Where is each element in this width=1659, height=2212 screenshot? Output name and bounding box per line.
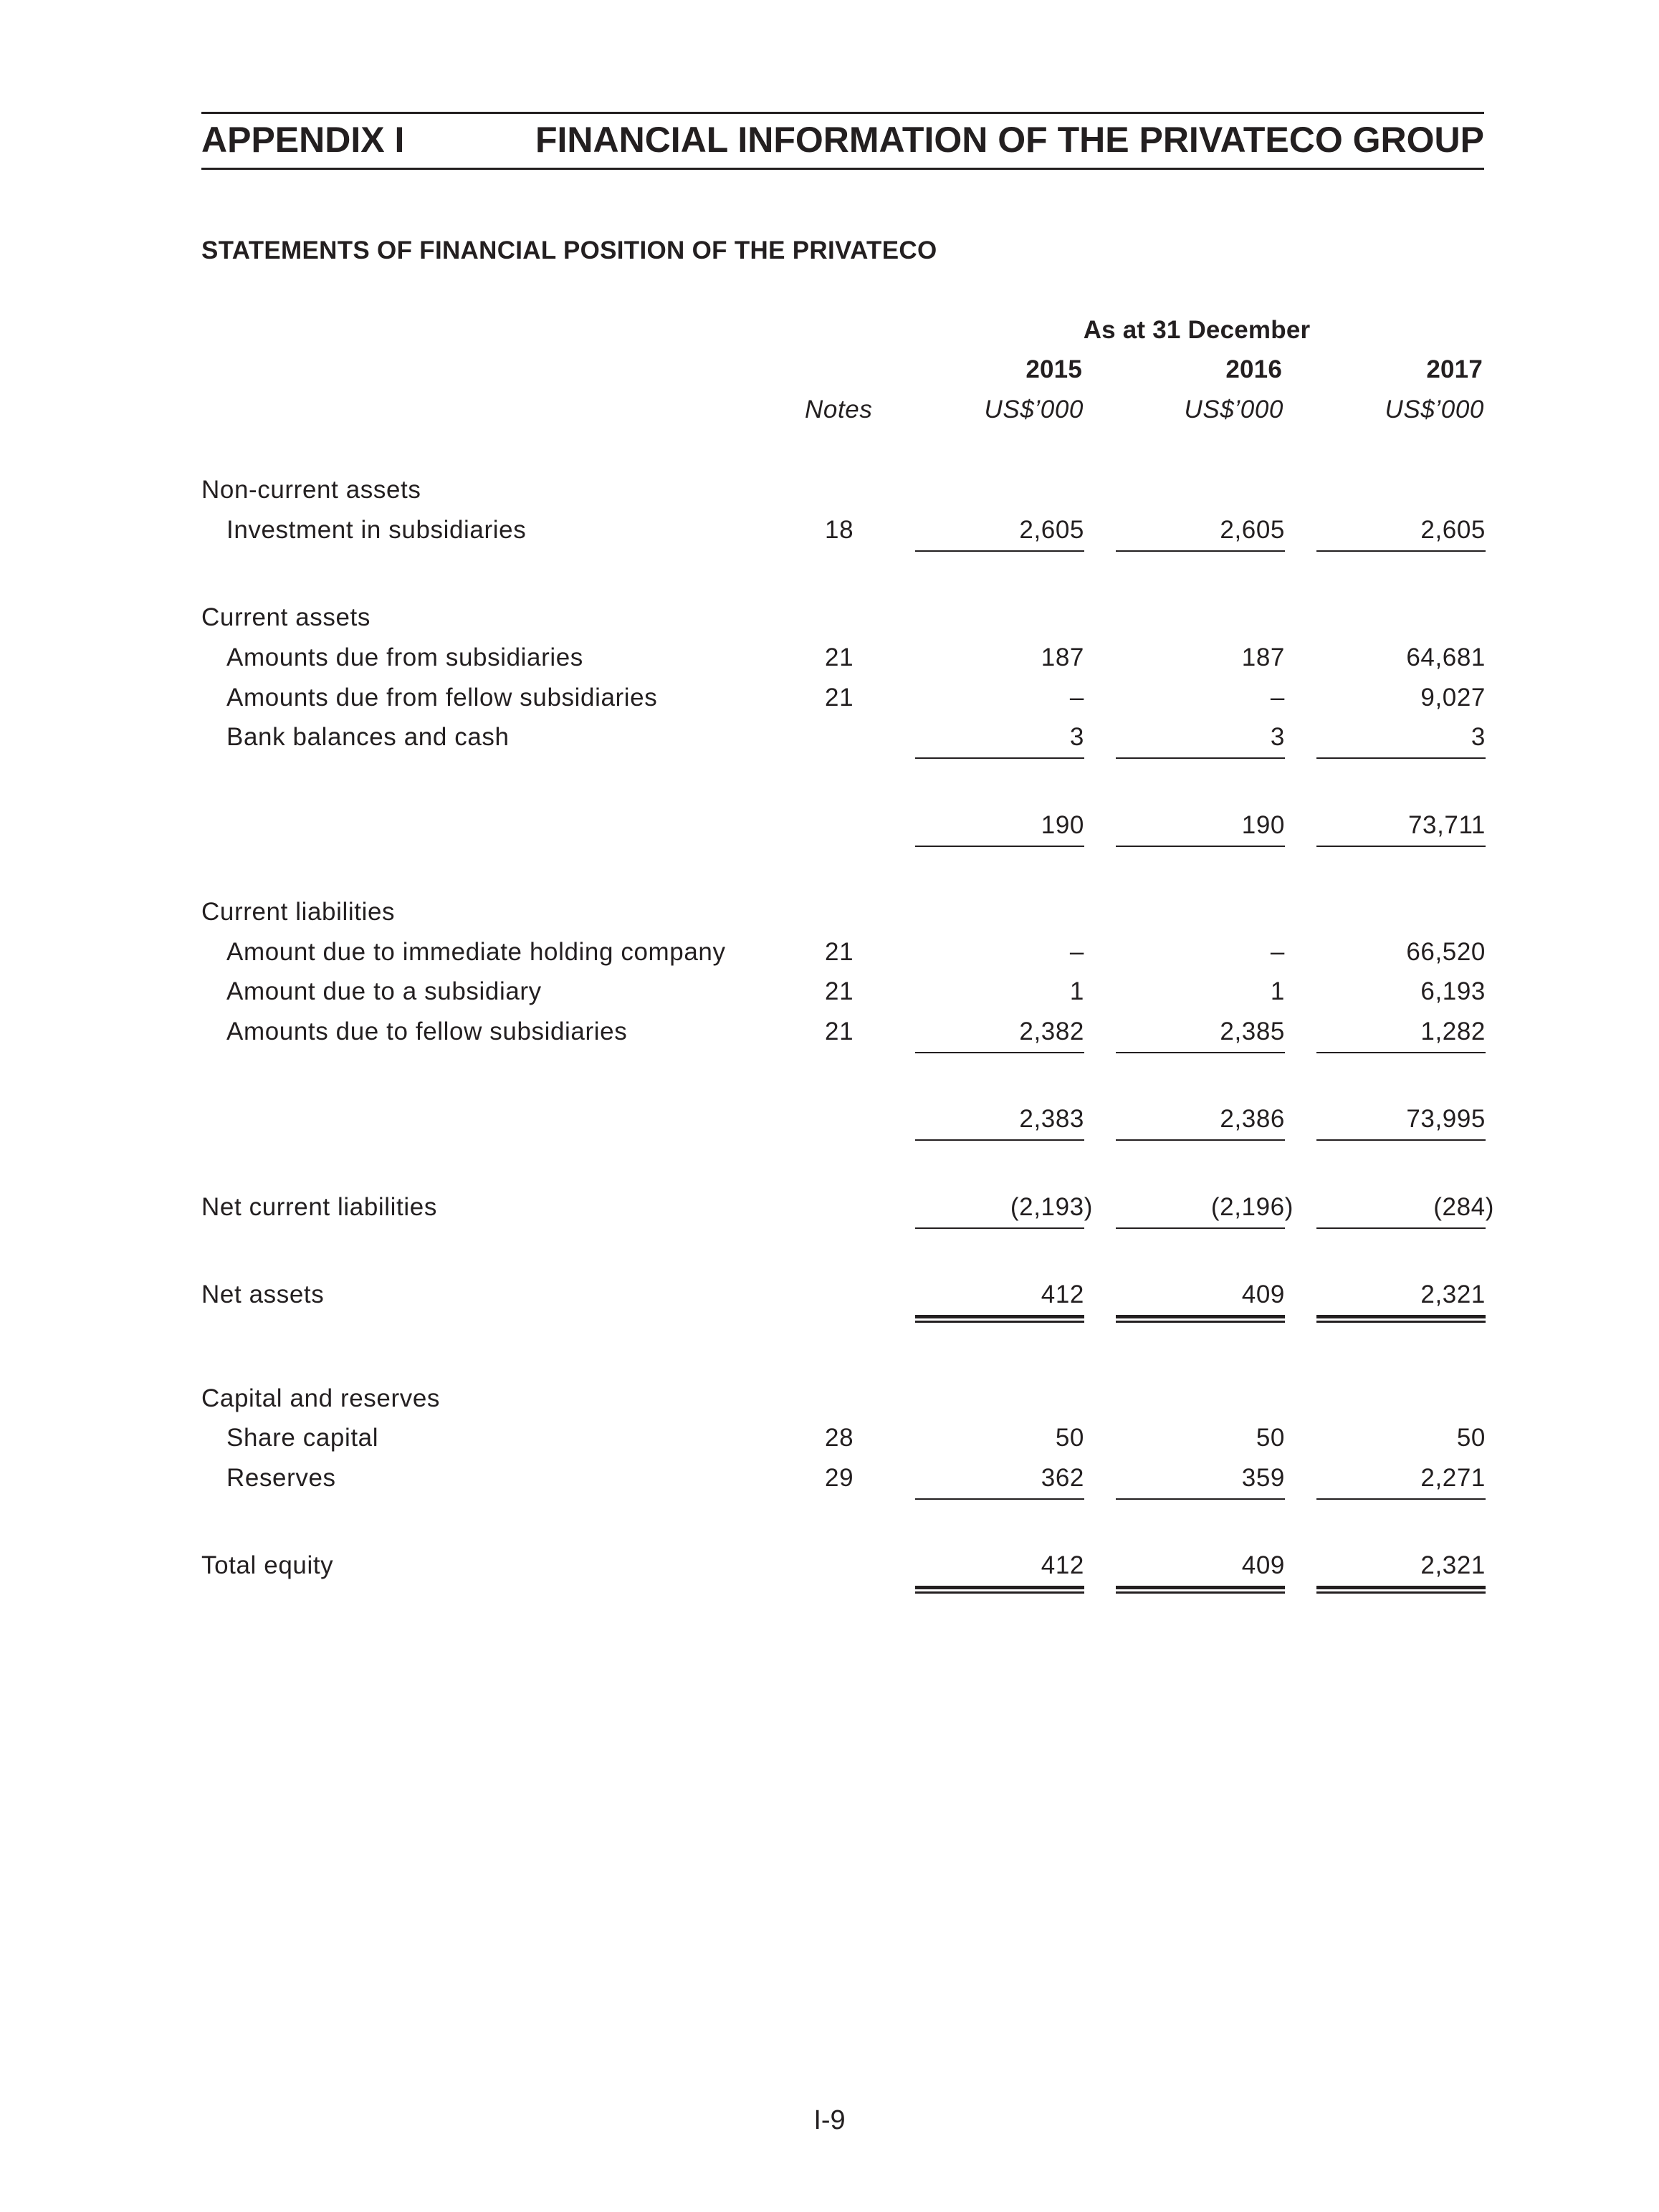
- year-header-2015: 2015: [1025, 355, 1082, 383]
- subtotal-rule: [1116, 1052, 1285, 1053]
- row-note: 21: [825, 938, 854, 966]
- row-value-2017: 2,271: [1420, 1464, 1486, 1492]
- row-value-2017: 50: [1456, 1424, 1486, 1452]
- row-value-2015: 362: [1041, 1464, 1084, 1492]
- subtotal-rule: [1316, 1227, 1486, 1229]
- subtotal-rule: [915, 846, 1084, 847]
- double-underline: [915, 1315, 1084, 1323]
- row-value-2015: 2,383: [1019, 1105, 1084, 1133]
- appendix-label: APPENDIX I: [201, 120, 405, 160]
- subtotal-rule: [915, 550, 1084, 552]
- subtotal-rule: [915, 1498, 1084, 1500]
- row-value-2017: 2,605: [1420, 516, 1486, 544]
- unit-header-2016: US$’000: [1184, 396, 1283, 423]
- subtotal-rule: [1116, 846, 1285, 847]
- section-label-current-liabilities: Current liabilities: [201, 898, 396, 926]
- row-value-2017: 1,282: [1420, 1018, 1486, 1045]
- row-value-2016: 2,605: [1220, 516, 1285, 544]
- subtotal-rule: [1316, 757, 1486, 759]
- row-value-2015: 190: [1041, 811, 1084, 839]
- year-header-2016: 2016: [1225, 355, 1282, 383]
- double-underline: [1116, 1586, 1285, 1594]
- row-value-2015: 2,382: [1019, 1018, 1084, 1045]
- row-value-2016: 359: [1241, 1464, 1285, 1492]
- row-note: 29: [825, 1464, 854, 1492]
- row-value-2015: 50: [1055, 1424, 1084, 1452]
- double-underline: [1316, 1315, 1486, 1323]
- subtotal-rule: [915, 1139, 1084, 1141]
- row-note: 21: [825, 977, 854, 1005]
- row-value-2017: 73,711: [1407, 811, 1486, 839]
- row-value-2016: 2,385: [1220, 1018, 1285, 1045]
- notes-header: Notes: [805, 396, 873, 423]
- subtotal-rule: [1116, 1498, 1285, 1500]
- row-label: Investment in subsidiaries: [226, 516, 527, 544]
- double-underline: [1316, 1586, 1486, 1594]
- subtotal-rule: [1116, 1139, 1285, 1141]
- row-value-2017: 66,520: [1406, 938, 1486, 966]
- row-note: 21: [825, 684, 854, 712]
- row-value-2016: 409: [1241, 1280, 1285, 1308]
- row-value-2016: 187: [1241, 643, 1285, 671]
- row-label: Amount due to a subsidiary: [226, 977, 542, 1005]
- subtotal-rule: [1316, 1498, 1486, 1500]
- subtotal-rule: [1316, 1139, 1486, 1141]
- row-value-2016: 409: [1241, 1551, 1285, 1579]
- row-label: Amounts due to fellow subsidiaries: [226, 1018, 628, 1045]
- row-value-2016: 3: [1270, 723, 1285, 751]
- section-label-capital-and-reserves: Capital and reserves: [201, 1384, 440, 1412]
- year-header-2017: 2017: [1426, 355, 1483, 383]
- unit-header-2015: US$’000: [984, 396, 1084, 423]
- row-value-2015: 187: [1041, 643, 1084, 671]
- row-label: Net current liabilities: [201, 1193, 437, 1221]
- row-value-2017: (284): [1433, 1193, 1494, 1221]
- row-label: Amounts due from subsidiaries: [226, 643, 583, 671]
- row-value-2015: 412: [1041, 1280, 1084, 1308]
- section-label-non-current-assets: Non-current assets: [201, 476, 421, 504]
- header-bottom-rule: [201, 168, 1484, 170]
- row-value-2016: 50: [1256, 1424, 1285, 1452]
- period-header: As at 31 December: [1083, 316, 1311, 344]
- row-label: Amounts due from fellow subsidiaries: [226, 684, 658, 712]
- page-number: I-9: [813, 2105, 846, 2135]
- appendix-title: FINANCIAL INFORMATION OF THE PRIVATECO GROUP: [535, 120, 1484, 160]
- subtotal-rule: [1316, 1052, 1486, 1053]
- row-value-2016: 190: [1241, 811, 1285, 839]
- row-value-2016: 2,386: [1220, 1105, 1285, 1133]
- row-label: Bank balances and cash: [226, 723, 510, 751]
- section-label-current-assets: Current assets: [201, 603, 370, 631]
- subtotal-rule: [1316, 846, 1486, 847]
- row-value-2017: 64,681: [1406, 643, 1486, 671]
- row-value-2015: 1: [1069, 977, 1084, 1005]
- row-label: Total equity: [201, 1551, 334, 1579]
- row-value-2015: (2,193): [1010, 1193, 1093, 1221]
- subtotal-rule: [1116, 1227, 1285, 1229]
- row-value-2017: 73,995: [1406, 1105, 1486, 1133]
- row-note: 21: [825, 643, 854, 671]
- subtotal-rule: [1116, 550, 1285, 552]
- subtotal-rule: [915, 1052, 1084, 1053]
- row-value-2017: 9,027: [1420, 684, 1486, 712]
- row-label: Share capital: [226, 1424, 379, 1452]
- row-value-2016: –: [1270, 938, 1285, 966]
- row-note: 21: [825, 1018, 854, 1045]
- subtotal-rule: [915, 757, 1084, 759]
- row-label: Amount due to immediate holding company: [226, 938, 726, 966]
- row-value-2017: 6,193: [1420, 977, 1486, 1005]
- row-value-2016: 1: [1270, 977, 1285, 1005]
- row-value-2015: –: [1069, 938, 1084, 966]
- row-note: 28: [825, 1424, 854, 1452]
- subtotal-rule: [915, 1227, 1084, 1229]
- subtotal-rule: [1116, 757, 1285, 759]
- row-value-2015: –: [1069, 684, 1084, 712]
- row-value-2017: 2,321: [1420, 1280, 1486, 1308]
- double-underline: [1116, 1315, 1285, 1323]
- row-label: Net assets: [201, 1280, 325, 1308]
- header-top-rule: [201, 112, 1484, 114]
- row-value-2015: 412: [1041, 1551, 1084, 1579]
- section-title: STATEMENTS OF FINANCIAL POSITION OF THE PRIVATECO: [201, 236, 937, 264]
- row-value-2015: 3: [1069, 723, 1084, 751]
- row-value-2015: 2,605: [1019, 516, 1084, 544]
- subtotal-rule: [1316, 550, 1486, 552]
- double-underline: [915, 1586, 1084, 1594]
- row-value-2017: 2,321: [1420, 1551, 1486, 1579]
- unit-header-2017: US$’000: [1385, 396, 1484, 423]
- row-value-2016: –: [1270, 684, 1285, 712]
- row-value-2017: 3: [1471, 723, 1486, 751]
- row-value-2016: (2,196): [1210, 1193, 1294, 1221]
- row-label: Reserves: [226, 1464, 336, 1492]
- row-note: 18: [825, 516, 854, 544]
